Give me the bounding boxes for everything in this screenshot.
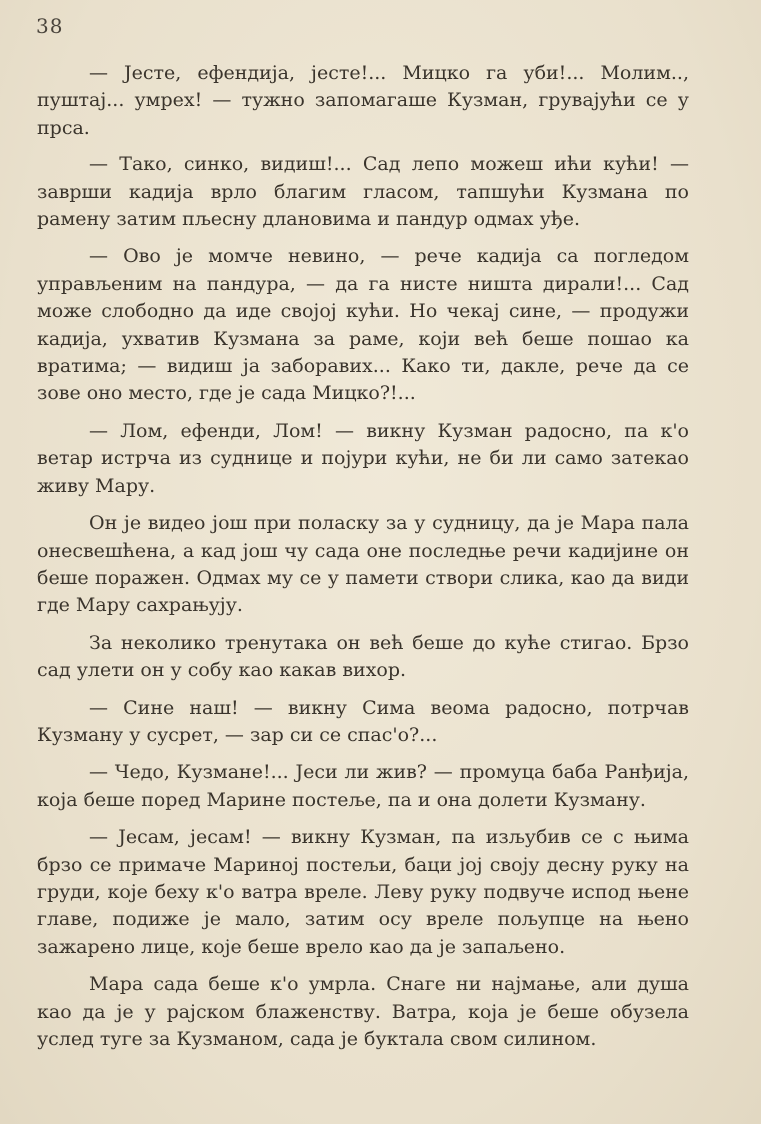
paragraph: — Сине наш! — викну Сима веома радосно, потрчав Кузману у сусрет, — зар си се спас'о?...	[37, 696, 689, 746]
paragraph: За неколико тренутака он већ беше до куће стигао. Брзо сад улети он у собу као какав вихор.	[37, 631, 689, 682]
paragraph: — Јесам, јесам! — викну Кузман, па изљубив се с њима брзо се примаче Мариној постељи, баци јој своју десну руку на груди, које беху к'о ватра вреле. Леву руку подвуче испод њене главе, подиже је мало, затим осу вреле пољупце на њено зажарено лице, које беше врело као да је запаљено.	[37, 826, 689, 958]
paragraph: — Ово је момче невино, — рече кадија са погледом управљеним на пандура, — да га нисте ништа дирали!... Сад може слободно да иде својој кући. Но чекај сине, — продужи кадија, ухватив Кузмана за раме, који већ беше пошао ка вратима; — видиш ја заборавих... Како ти, дакле, рече да се зове оно место, где је сада Мицко?!...	[37, 245, 689, 405]
paragraph: — Јесте, ефендија, јесте!... Мицко га уби!... Молим.., пуштај... умрех! — тужно запомагаше Кузман, грувајући се у прса.	[37, 62, 689, 139]
paragraph: Мара сада беше к'о умрла. Снаге ни најмање, али душа као да је у рајском блаженству. Ватра, која је беше обузела услед туге за Кузманом, сада је буктала свом силином.	[37, 973, 689, 1050]
page-body	[37, 60, 689, 1063]
paragraph: Он је видео још при поласку за у судницу, да је Мара пала онесвешћена, а кад још чу сада оне последње речи кадијине он беше поражен. Одмах му се у памети створи слика, као да види где Мару сахрањују.	[37, 512, 689, 617]
paragraph: — Чедо, Кузмане!... Јеси ли жив? — промуца баба Ранђија, која беше поред Марине постеље, па и она долети Кузману.	[37, 761, 689, 811]
paragraph: — Тако, синко, видиш!... Сад лепо можеш ићи кући! — заврши кадија врло благим гласом, тапшући Кузмана по рамену затим пљесну длановима и пандур одмах уђе.	[37, 153, 689, 231]
paragraph: — Лом, ефенди, Лом! — викну Кузман радосно, па к'о ветар истрча из суднице и појури кући, не би ли само затекао живу Мару.	[37, 419, 689, 497]
page-number: 38	[36, 14, 64, 38]
